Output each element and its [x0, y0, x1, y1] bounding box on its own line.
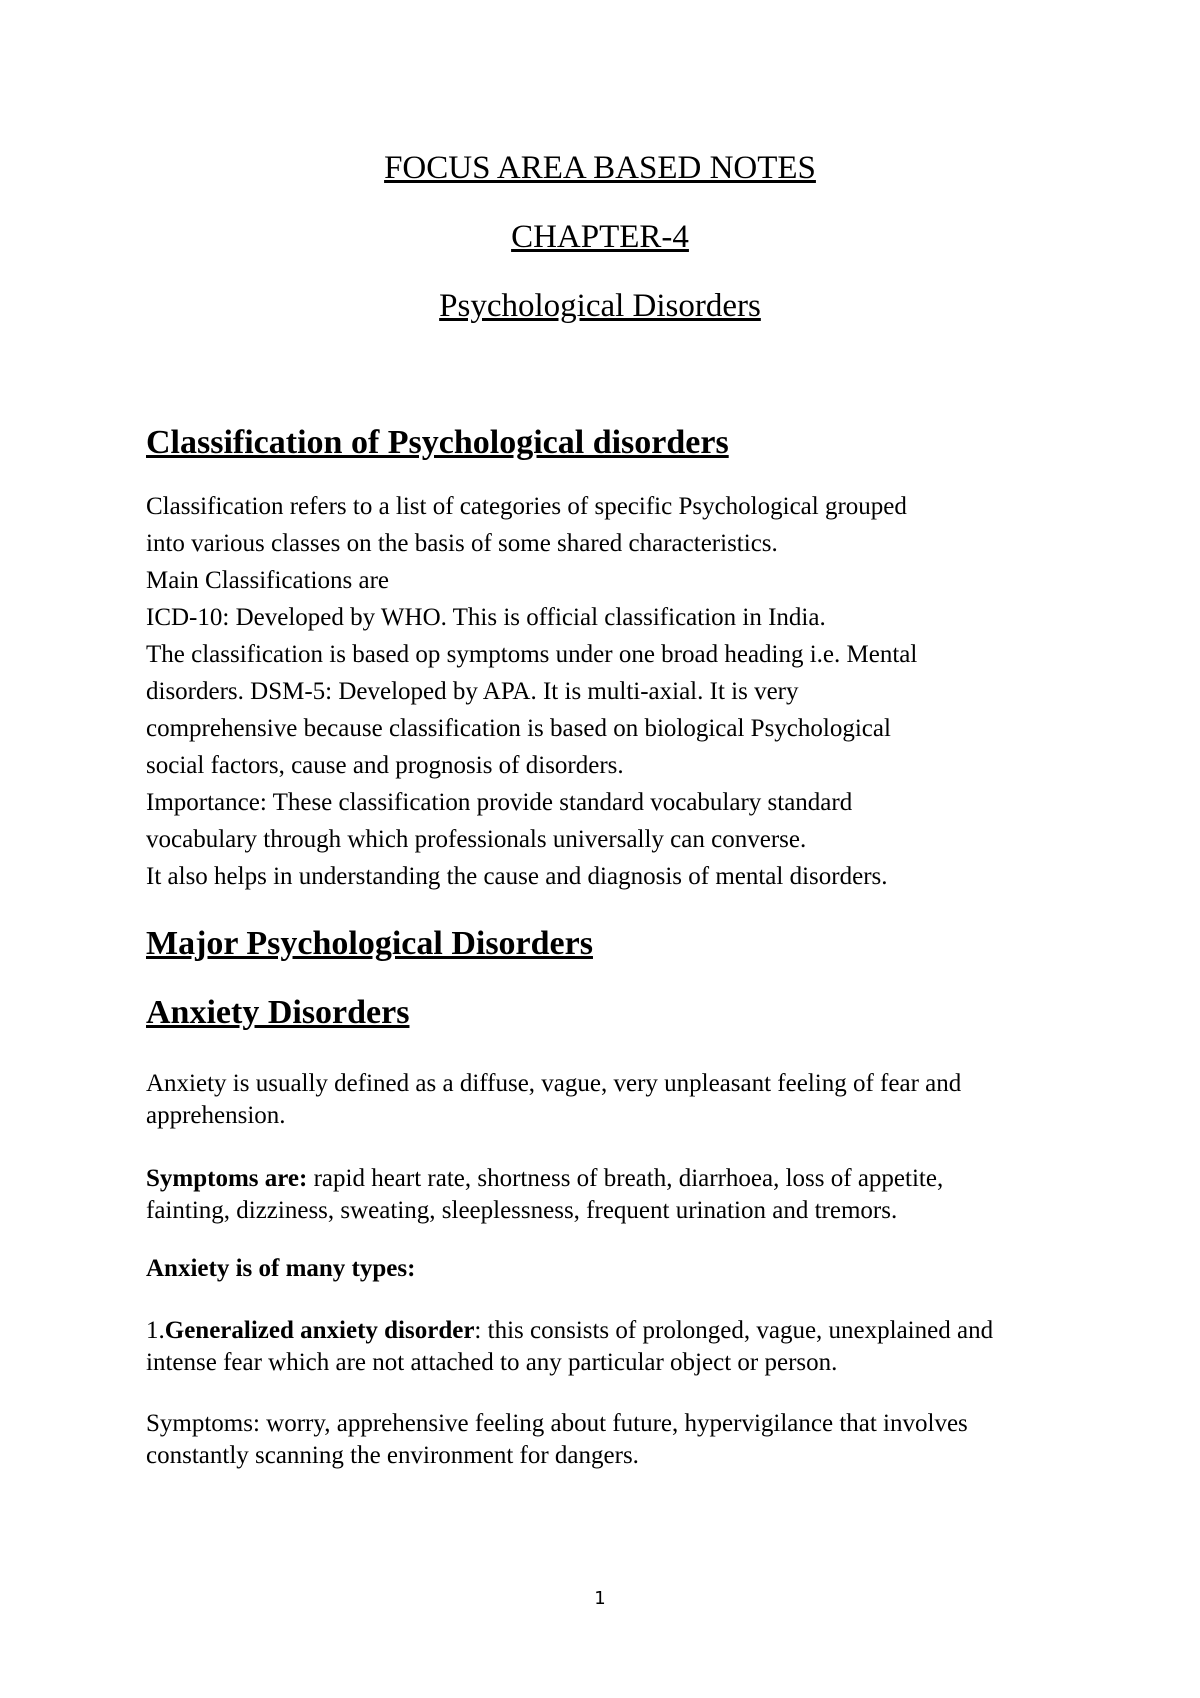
gad-label: Generalized anxiety disorder — [164, 1317, 475, 1344]
document-title: FOCUS AREA BASED NOTES — [384, 150, 816, 186]
symptoms-text: rapid heart rate, shortness of breath, diarrhoea, loss of appetite, — [307, 1165, 944, 1192]
body-line: disorders. DSM-5: Developed by APA. It is multi-axial. It is very — [146, 678, 799, 705]
classification-body — [146, 488, 1096, 895]
body-line: Symptoms: worry, apprehensive feeling about future, hypervigilance that involves — [146, 1410, 968, 1437]
body-line: vocabulary through which professionals universally can converse. — [146, 826, 807, 853]
symptoms-line — [146, 1163, 1096, 1195]
gad-symptoms — [146, 1408, 1096, 1472]
body-line: comprehensive because classification is based on biological Psychological — [146, 715, 891, 742]
body-line: apprehension. — [146, 1102, 286, 1129]
page-number: 1 — [594, 1588, 606, 1609]
body-line: Main Classifications are — [146, 567, 389, 594]
anxiety-types-heading: Anxiety is of many types: — [146, 1255, 416, 1282]
gad-line — [146, 1315, 1096, 1347]
body-line: social factors, cause and prognosis of disorders. — [146, 752, 624, 779]
body-line: Anxiety is usually defined as a diffuse, vague, very unpleasant feeling of fear and — [146, 1070, 962, 1097]
chapter-title: CHAPTER-4 — [511, 219, 689, 255]
body-line: It also helps in understanding the cause and diagnosis of mental disorders. — [146, 863, 888, 890]
body-line: into various classes on the basis of some shared characteristics. — [146, 530, 778, 557]
subject-title: Psychological Disorders — [439, 288, 761, 324]
gad-number: 1. — [146, 1317, 165, 1344]
body-line: The classification is based op symptoms under one broad heading i.e. Mental — [146, 641, 918, 668]
symptoms-line: fainting, dizziness, sweating, sleeplessness, frequent urination and tremors. — [146, 1197, 898, 1224]
symptoms-label: Symptoms are: — [146, 1165, 308, 1192]
body-line: constantly scanning the environment for dangers. — [146, 1442, 639, 1469]
anxiety-definition — [146, 1068, 1096, 1132]
major-disorders-heading: Major Psychological Disorders — [146, 925, 593, 962]
body-line: Classification refers to a list of categories of specific Psychological grouped — [146, 493, 907, 520]
gad-text: : this consists of prolonged, vague, unexplained and — [474, 1317, 994, 1344]
anxiety-symptoms — [146, 1163, 1096, 1227]
gad-line: intense fear which are not attached to any particular object or person. — [146, 1349, 838, 1376]
gad-paragraph — [146, 1315, 1096, 1379]
body-line: ICD-10: Developed by WHO. This is official classification in India. — [146, 604, 826, 631]
body-line: Importance: These classification provide standard vocabulary standard — [146, 789, 853, 816]
anxiety-disorders-heading: Anxiety Disorders — [146, 994, 410, 1031]
classification-heading: Classification of Psychological disorders — [146, 424, 729, 461]
